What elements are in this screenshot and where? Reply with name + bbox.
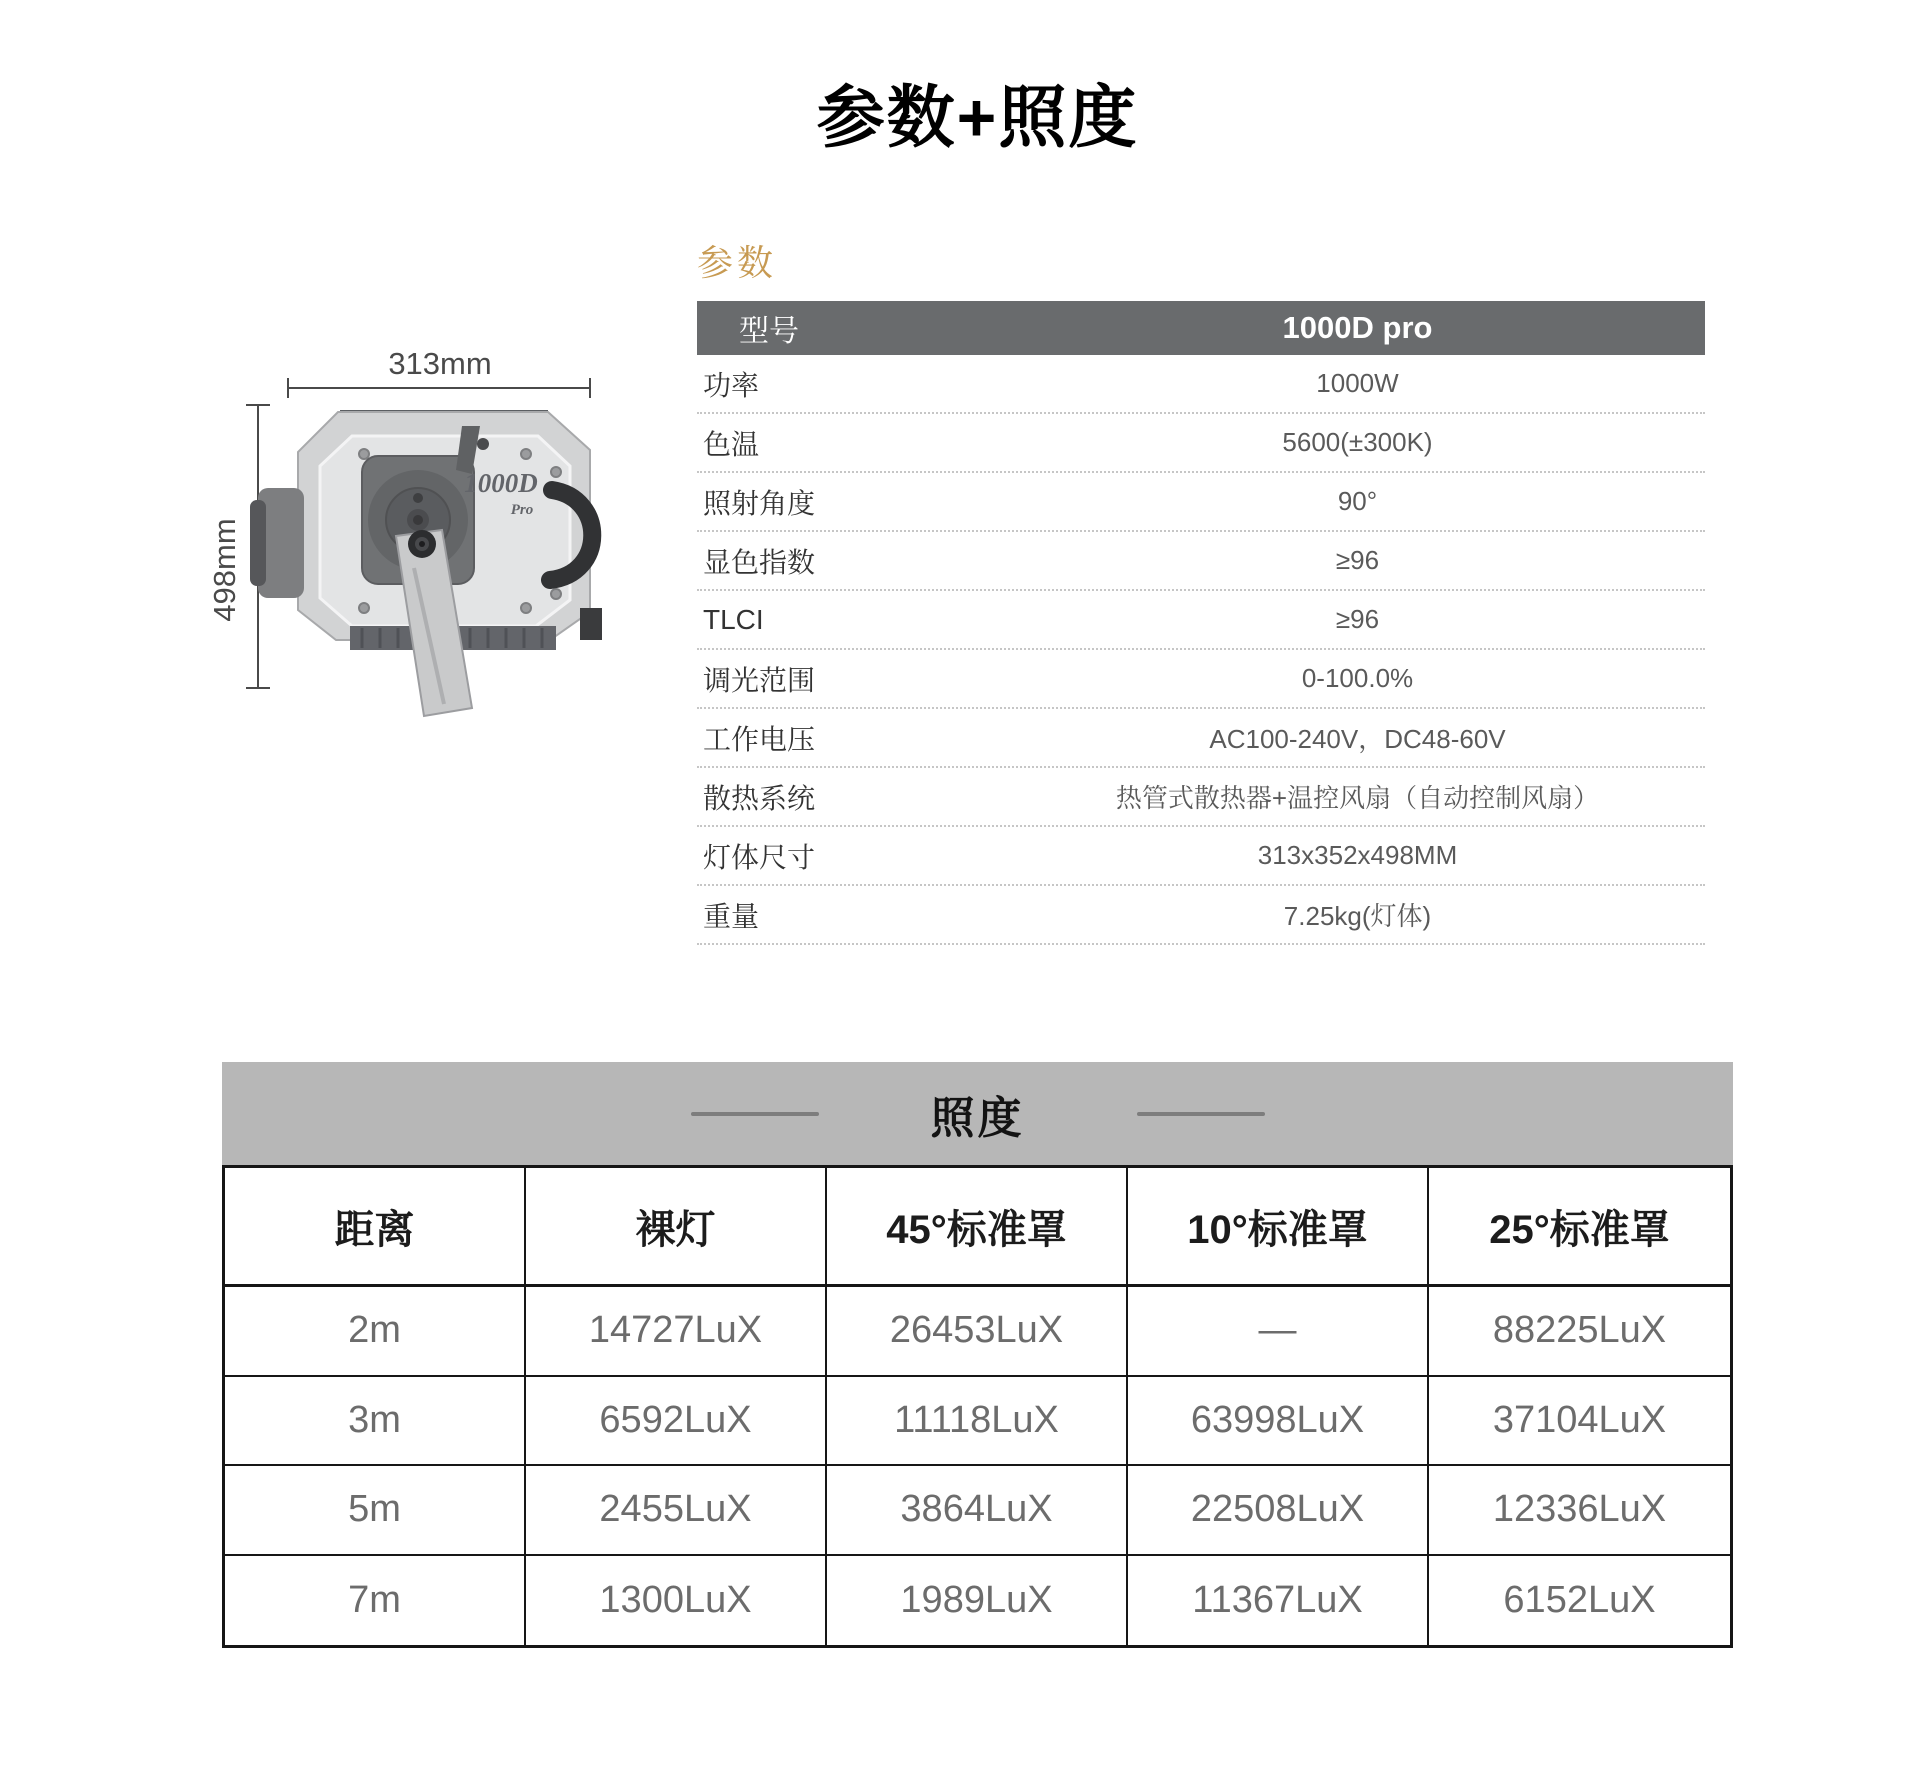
table-cell: 3m <box>225 1377 526 1467</box>
spec-value: 7.25kg(灯体) <box>1283 901 1432 931</box>
table-cell: 22508LuX <box>1128 1466 1429 1556</box>
table-cell: 12336LuX <box>1429 1466 1730 1556</box>
illuminance-section-banner <box>222 1062 1733 1165</box>
table-cell: 11367LuX <box>1128 1556 1429 1646</box>
param-row <box>697 473 1705 532</box>
illuminance-table <box>222 1165 1733 1648</box>
params-section-label: 参数 <box>697 242 778 283</box>
spec-label: 功率 <box>703 369 760 401</box>
table-cell: 1989LuX <box>827 1556 1128 1646</box>
param-row <box>697 591 1705 650</box>
spec-label: 重量 <box>703 900 760 932</box>
spec-value: ≥96 <box>1335 604 1380 634</box>
divider-dash <box>1137 1112 1265 1116</box>
table-header-cell: 裸灯 <box>526 1168 827 1287</box>
product-photo <box>200 278 620 718</box>
table-header-cell: 45°标准罩 <box>827 1168 1128 1287</box>
model-header-value: 1000D pro <box>1282 310 1433 345</box>
param-row <box>697 414 1705 473</box>
table-cell: 88225LuX <box>1429 1287 1730 1377</box>
table-cell: 1300LuX <box>526 1556 827 1646</box>
spec-value: AC100-240V，DC48-60V <box>1209 724 1506 754</box>
table-header-cell: 25°标准罩 <box>1429 1168 1730 1287</box>
table-cell: 6592LuX <box>526 1377 827 1467</box>
table-cell: 11118LuX <box>827 1377 1128 1467</box>
spec-label: 显色指数 <box>703 546 816 578</box>
table-cell: — <box>1128 1287 1429 1377</box>
params-table-header <box>697 301 1705 355</box>
table-cell: 14727LuX <box>526 1287 827 1377</box>
param-row <box>697 709 1705 768</box>
param-row <box>697 532 1705 591</box>
table-header-cell: 距离 <box>225 1168 526 1287</box>
spec-value: 313x352x498MM <box>1257 840 1458 870</box>
spec-label: TLCI <box>703 603 764 635</box>
spec-label: 工作电压 <box>703 723 816 755</box>
spec-value: 热管式散热器+温控风扇（自动控制风扇） <box>1115 783 1600 813</box>
table-cell: 37104LuX <box>1429 1377 1730 1467</box>
brand-sub-label: Pro <box>510 502 534 518</box>
spec-value: ≥96 <box>1335 545 1380 575</box>
table-cell: 5m <box>225 1466 526 1556</box>
brand-label: 1000D <box>464 468 538 498</box>
param-row <box>697 827 1705 886</box>
divider-dash <box>691 1112 819 1116</box>
table-cell: 26453LuX <box>827 1287 1128 1377</box>
spec-label: 散热系统 <box>703 782 816 814</box>
spec-value: 5600(±300K) <box>1282 427 1433 457</box>
page-header <box>222 80 1733 156</box>
illuminance-section-label: 照度 <box>930 1093 1025 1143</box>
spec-value: 1000W <box>1316 368 1399 398</box>
lamp-body <box>250 410 602 716</box>
param-row <box>697 768 1705 827</box>
product-figure <box>200 278 620 718</box>
table-cell: 2455LuX <box>526 1466 827 1556</box>
spec-value: 0-100.0% <box>1301 663 1414 693</box>
params-table <box>697 301 1705 945</box>
table-cell: 7m <box>225 1556 526 1646</box>
width-dimension-line <box>288 378 590 398</box>
model-header-label: 型号 <box>739 315 799 348</box>
page-title: 参数+照度 <box>816 80 1139 156</box>
param-row <box>697 355 1705 414</box>
table-cell: 3864LuX <box>827 1466 1128 1556</box>
table-header-cell: 10°标准罩 <box>1128 1168 1429 1287</box>
width-dimension-label: 313mm <box>388 346 492 381</box>
table-cell: 63998LuX <box>1128 1377 1429 1467</box>
spec-value: 90° <box>1337 486 1378 516</box>
spec-label: 色温 <box>703 428 760 460</box>
height-dimension-label: 498mm <box>207 518 242 622</box>
table-cell: 2m <box>225 1287 526 1377</box>
table-cell: 6152LuX <box>1503 1578 1656 1621</box>
param-row <box>697 650 1705 709</box>
spec-label: 灯体尺寸 <box>703 841 816 873</box>
spec-label: 调光范围 <box>703 664 816 696</box>
param-row <box>697 886 1705 945</box>
spec-label: 照射角度 <box>703 487 816 519</box>
